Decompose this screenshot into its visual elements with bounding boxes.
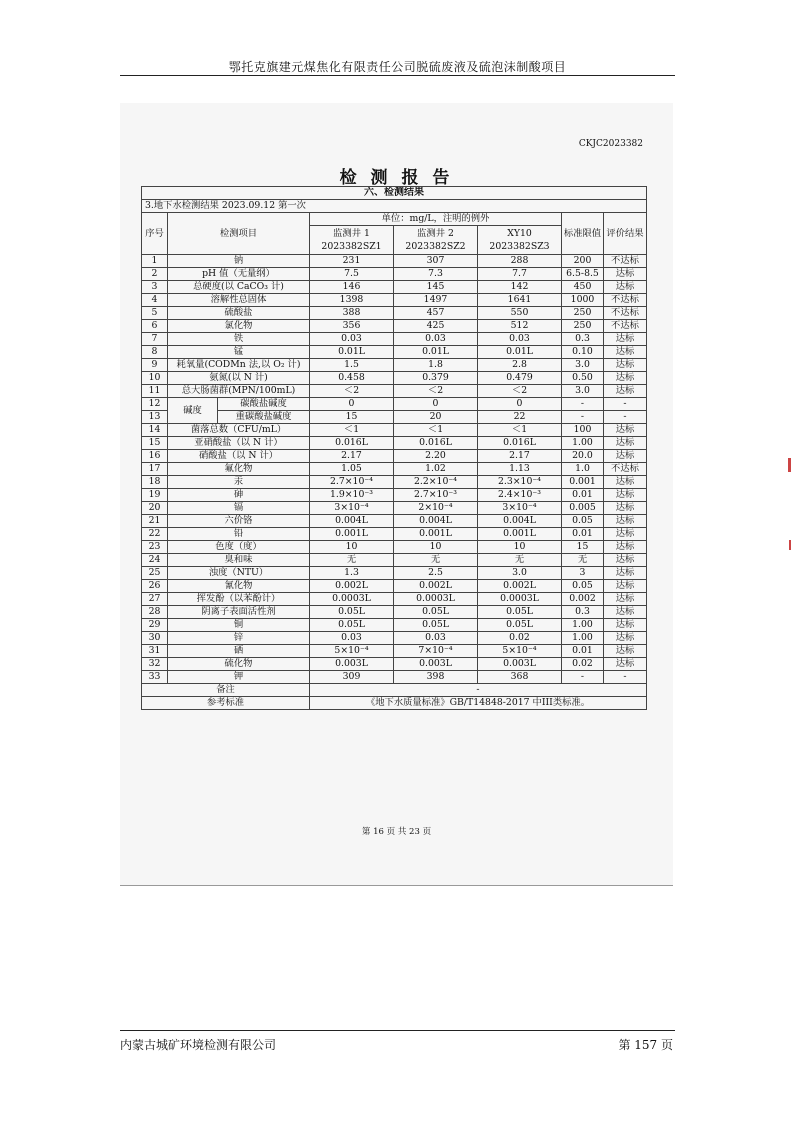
row-number: 14 [142, 424, 168, 437]
row-value-sample-2: 0 [394, 398, 478, 411]
row-value-sample-3: 512 [478, 320, 562, 333]
row-limit: - [562, 411, 604, 424]
row-eval: 达标 [604, 333, 647, 346]
row-value-sample-3: 10 [478, 541, 562, 554]
row-value-sample-1: 0.03 [310, 632, 394, 645]
table-row [142, 411, 647, 424]
row-value-sample-2: 1.02 [394, 463, 478, 476]
row-value-sample-1: 10 [310, 541, 394, 554]
row-value-sample-1: 0.004L [310, 515, 394, 528]
row-eval: 达标 [604, 515, 647, 528]
row-eval: 不达标 [604, 463, 647, 476]
row-value-sample-2: 0.05L [394, 619, 478, 632]
sample-3-name: XY10 [507, 228, 532, 239]
table-row [142, 359, 647, 372]
row-value-sample-3: 2.17 [478, 450, 562, 463]
row-value-sample-3: 0.002L [478, 580, 562, 593]
row-value-sample-3: 0.0003L [478, 593, 562, 606]
row-limit: 0.05 [562, 515, 604, 528]
remark-label: 备注 [142, 684, 310, 697]
row-value-sample-2: 7×10⁻⁴ [394, 645, 478, 658]
row-number: 20 [142, 502, 168, 515]
row-eval: 达标 [604, 437, 647, 450]
row-value-sample-1: 0.05L [310, 606, 394, 619]
row-value-sample-3: 0.004L [478, 515, 562, 528]
scan-edge-mark [789, 540, 791, 550]
row-value-sample-3: 550 [478, 307, 562, 320]
row-limit: 3 [562, 567, 604, 580]
remark-row [142, 684, 647, 697]
row-limit: 0.01 [562, 645, 604, 658]
row-limit: 0.002 [562, 593, 604, 606]
row-value-sample-1: 15 [310, 411, 394, 424]
sample-1-code: 2023382SZ1 [321, 241, 382, 252]
row-item: 氯化物 [168, 320, 310, 333]
row-value-sample-2: 0.03 [394, 333, 478, 346]
sub-title: 3.地下水检测结果 2023.09.12 第一次 [142, 200, 647, 213]
row-value-sample-3: 288 [478, 255, 562, 268]
row-value-sample-3: 0.001L [478, 528, 562, 541]
table-row [142, 424, 647, 437]
table-row [142, 333, 647, 346]
row-number: 1 [142, 255, 168, 268]
row-number: 23 [142, 541, 168, 554]
row-value-sample-2: 0.379 [394, 372, 478, 385]
row-value-sample-2: 10 [394, 541, 478, 554]
reference-row [142, 697, 647, 710]
row-value-sample-2: 20 [394, 411, 478, 424]
row-item: 氟化物 [168, 463, 310, 476]
sample-2-code: 2023382SZ2 [405, 241, 466, 252]
row-value-sample-1: 1.3 [310, 567, 394, 580]
row-number: 12 [142, 398, 168, 411]
row-value-sample-3: 5×10⁻⁴ [478, 645, 562, 658]
table-row [142, 515, 647, 528]
row-value-sample-1: 1398 [310, 294, 394, 307]
row-value-sample-2: 425 [394, 320, 478, 333]
row-value-sample-1: 231 [310, 255, 394, 268]
row-limit: 0.50 [562, 372, 604, 385]
row-item: 硫化物 [168, 658, 310, 671]
row-eval: 达标 [604, 619, 647, 632]
row-item: 氰化物 [168, 580, 310, 593]
row-value-sample-1: 1.05 [310, 463, 394, 476]
scanned-report-page [120, 103, 673, 886]
row-eval: 达标 [604, 450, 647, 463]
row-value-sample-2: 0.004L [394, 515, 478, 528]
row-limit: 0.001 [562, 476, 604, 489]
row-limit: 200 [562, 255, 604, 268]
reference-label: 参考标准 [142, 697, 310, 710]
row-value-sample-2: 7.3 [394, 268, 478, 281]
row-value-sample-1: 0.016L [310, 437, 394, 450]
table-row [142, 528, 647, 541]
table-row [142, 281, 647, 294]
row-value-sample-1: 0.001L [310, 528, 394, 541]
table-row [142, 658, 647, 671]
row-value-sample-2: 307 [394, 255, 478, 268]
row-value-sample-2: 0.003L [394, 658, 478, 671]
row-eval: 达标 [604, 346, 647, 359]
row-limit: 1.00 [562, 632, 604, 645]
row-value-sample-1: 0.002L [310, 580, 394, 593]
row-value-sample-2: 1497 [394, 294, 478, 307]
row-value-sample-3: 22 [478, 411, 562, 424]
row-eval: 达标 [604, 658, 647, 671]
row-number: 3 [142, 281, 168, 294]
row-item: 锰 [168, 346, 310, 359]
header-sample-3 [478, 226, 562, 255]
row-value-sample-3: 0.05L [478, 606, 562, 619]
row-number: 5 [142, 307, 168, 320]
row-item: 硫酸盐 [168, 307, 310, 320]
row-value-sample-1: 0 [310, 398, 394, 411]
row-value-sample-2: 0.016L [394, 437, 478, 450]
row-value-sample-1: 5×10⁻⁴ [310, 645, 394, 658]
row-value-sample-1: 0.0003L [310, 593, 394, 606]
row-value-sample-1: 0.003L [310, 658, 394, 671]
row-value-sample-2: ＜1 [394, 424, 478, 437]
row-limit: 0.10 [562, 346, 604, 359]
table-row [142, 476, 647, 489]
row-number: 7 [142, 333, 168, 346]
row-value-sample-3: 3×10⁻⁴ [478, 502, 562, 515]
row-limit: 1000 [562, 294, 604, 307]
row-number: 9 [142, 359, 168, 372]
report-code: CKJC2023382 [578, 139, 643, 149]
header-unit-note: 单位：mg/L，注明的例外 [310, 213, 562, 226]
table-row [142, 554, 647, 567]
row-value-sample-2: 2×10⁻⁴ [394, 502, 478, 515]
row-limit: 100 [562, 424, 604, 437]
row-item: 浊度（NTU） [168, 567, 310, 580]
row-eval: - [604, 398, 647, 411]
alkalinity-group-label: 碱度 [168, 398, 218, 424]
row-value-sample-3: 0.479 [478, 372, 562, 385]
footer-company: 内蒙古城矿环境检测有限公司 [120, 1038, 277, 1052]
row-number: 13 [142, 411, 168, 424]
row-value-sample-3: 0.003L [478, 658, 562, 671]
row-value-sample-3: 0.016L [478, 437, 562, 450]
row-eval: - [604, 671, 647, 684]
row-limit: 1.00 [562, 619, 604, 632]
row-item: 菌落总数（CFU/mL） [168, 424, 310, 437]
row-item: 六价铬 [168, 515, 310, 528]
row-value-sample-3: 0 [478, 398, 562, 411]
table-row [142, 437, 647, 450]
row-number: 11 [142, 385, 168, 398]
row-item: 镉 [168, 502, 310, 515]
row-number: 22 [142, 528, 168, 541]
row-value-sample-1: 2.17 [310, 450, 394, 463]
row-value-sample-3: 0.02 [478, 632, 562, 645]
row-value-sample-3: ＜2 [478, 385, 562, 398]
row-eval: 不达标 [604, 307, 647, 320]
row-value-sample-1: 无 [310, 554, 394, 567]
row-value-sample-3: 1641 [478, 294, 562, 307]
remark-value: - [310, 684, 647, 697]
row-eval: 达标 [604, 476, 647, 489]
footer-page-number: 第 157 页 [618, 1038, 673, 1052]
table-row [142, 502, 647, 515]
sample-1-name: 监测井 1 [333, 228, 370, 239]
row-item: 氨氮(以 N 计) [168, 372, 310, 385]
row-eval: 达标 [604, 645, 647, 658]
row-limit: 15 [562, 541, 604, 554]
table-row [142, 593, 647, 606]
table-row [142, 606, 647, 619]
row-value-sample-3: 1.13 [478, 463, 562, 476]
row-value-sample-2: 0.05L [394, 606, 478, 619]
row-number: 21 [142, 515, 168, 528]
row-value-sample-3: 0.05L [478, 619, 562, 632]
row-eval: - [604, 411, 647, 424]
row-number: 26 [142, 580, 168, 593]
row-number: 8 [142, 346, 168, 359]
row-eval: 达标 [604, 528, 647, 541]
row-item: 硝酸盐（以 N 计） [168, 450, 310, 463]
row-eval: 达标 [604, 606, 647, 619]
row-eval: 达标 [604, 567, 647, 580]
row-limit: 6.5-8.5 [562, 268, 604, 281]
row-number: 33 [142, 671, 168, 684]
row-value-sample-3: 无 [478, 554, 562, 567]
row-value-sample-2: 2.20 [394, 450, 478, 463]
row-value-sample-1: ＜1 [310, 424, 394, 437]
inner-page-number: 第 16 页 共 23 页 [361, 827, 432, 837]
row-number: 25 [142, 567, 168, 580]
row-eval: 达标 [604, 502, 647, 515]
row-item: 色度（度） [168, 541, 310, 554]
row-number: 18 [142, 476, 168, 489]
row-eval: 达标 [604, 580, 647, 593]
row-item: 硒 [168, 645, 310, 658]
table-row [142, 385, 647, 398]
row-eval: 达标 [604, 372, 647, 385]
page-header: 鄂托克旗建元煤焦化有限责任公司脱硫废液及硫泡沫制酸项目 [228, 60, 567, 74]
row-limit: 0.005 [562, 502, 604, 515]
row-value-sample-2: 0.001L [394, 528, 478, 541]
row-number: 29 [142, 619, 168, 632]
table-row [142, 307, 647, 320]
row-item: 总硬度(以 CaCO₃ 计) [168, 281, 310, 294]
row-value-sample-3: 0.01L [478, 346, 562, 359]
row-value-sample-1: 0.03 [310, 333, 394, 346]
row-limit: 250 [562, 307, 604, 320]
header-item: 检测项目 [168, 213, 310, 255]
row-eval: 达标 [604, 424, 647, 437]
row-item: 耗氧量(CODMn 法,以 O₂ 计) [168, 359, 310, 372]
row-value-sample-3: 0.03 [478, 333, 562, 346]
header-eval: 评价结果 [604, 213, 647, 255]
row-limit: - [562, 671, 604, 684]
row-number: 15 [142, 437, 168, 450]
row-value-sample-3: 368 [478, 671, 562, 684]
row-number: 2 [142, 268, 168, 281]
report-title: 检 测 报 告 [339, 168, 454, 188]
row-value-sample-1: 2.7×10⁻⁴ [310, 476, 394, 489]
row-item: 亚硝酸盐（以 N 计） [168, 437, 310, 450]
row-eval: 达标 [604, 281, 647, 294]
row-eval: 达标 [604, 268, 647, 281]
row-value-sample-2: 2.5 [394, 567, 478, 580]
row-value-sample-2: 398 [394, 671, 478, 684]
table-row [142, 671, 647, 684]
row-number: 27 [142, 593, 168, 606]
section-title: 六、检测结果 [142, 187, 647, 200]
row-item: 钾 [168, 671, 310, 684]
row-limit: 1.0 [562, 463, 604, 476]
row-limit: 0.3 [562, 606, 604, 619]
row-item: 挥发酚（以苯酚计） [168, 593, 310, 606]
row-eval: 不达标 [604, 320, 647, 333]
row-value-sample-3: 3.0 [478, 567, 562, 580]
row-eval: 不达标 [604, 255, 647, 268]
table-row [142, 294, 647, 307]
header-sample-1 [310, 226, 394, 255]
header-sample-2 [394, 226, 478, 255]
row-eval: 达标 [604, 489, 647, 502]
table-row [142, 268, 647, 281]
header-divider [120, 75, 675, 76]
footer-divider [120, 1030, 675, 1031]
row-number: 16 [142, 450, 168, 463]
sample-3-code: 2023382SZ3 [489, 241, 550, 252]
row-value-sample-1: 309 [310, 671, 394, 684]
row-value-sample-1: ＜2 [310, 385, 394, 398]
row-value-sample-2: 0.002L [394, 580, 478, 593]
table-row [142, 346, 647, 359]
table-row [142, 255, 647, 268]
row-value-sample-3: 2.3×10⁻⁴ [478, 476, 562, 489]
reference-value: 《地下水质量标准》GB/T14848-2017 中III类标准。 [310, 697, 647, 710]
row-number: 19 [142, 489, 168, 502]
row-limit: 无 [562, 554, 604, 567]
row-limit: 0.01 [562, 528, 604, 541]
row-item: 臭和味 [168, 554, 310, 567]
row-value-sample-1: 1.5 [310, 359, 394, 372]
row-number: 28 [142, 606, 168, 619]
row-limit: 3.0 [562, 385, 604, 398]
row-item: 重碳酸盐碱度 [218, 411, 310, 424]
row-eval: 达标 [604, 593, 647, 606]
row-value-sample-2: 457 [394, 307, 478, 320]
row-item: 汞 [168, 476, 310, 489]
row-number: 4 [142, 294, 168, 307]
row-item: 总大肠菌群(MPN/100mL) [168, 385, 310, 398]
row-value-sample-1: 0.01L [310, 346, 394, 359]
row-value-sample-2: 0.03 [394, 632, 478, 645]
row-number: 32 [142, 658, 168, 671]
row-value-sample-1: 146 [310, 281, 394, 294]
header-limit: 标准限值 [562, 213, 604, 255]
row-limit: 20.0 [562, 450, 604, 463]
row-value-sample-1: 0.05L [310, 619, 394, 632]
table-row [142, 541, 647, 554]
table-row [142, 580, 647, 593]
table-row [142, 372, 647, 385]
table-row [142, 463, 647, 476]
table-row [142, 632, 647, 645]
row-item: 铅 [168, 528, 310, 541]
row-item: 铜 [168, 619, 310, 632]
row-number: 30 [142, 632, 168, 645]
row-item: 钠 [168, 255, 310, 268]
row-limit: 3.0 [562, 359, 604, 372]
row-limit: 450 [562, 281, 604, 294]
row-number: 10 [142, 372, 168, 385]
row-value-sample-2: 1.8 [394, 359, 478, 372]
row-eval: 达标 [604, 359, 647, 372]
row-limit: 0.05 [562, 580, 604, 593]
row-number: 31 [142, 645, 168, 658]
row-value-sample-3: ＜1 [478, 424, 562, 437]
header-seq: 序号 [142, 213, 168, 255]
scan-edge-mark [788, 458, 791, 472]
row-eval: 达标 [604, 632, 647, 645]
row-value-sample-2: 145 [394, 281, 478, 294]
row-number: 17 [142, 463, 168, 476]
row-limit: 0.3 [562, 333, 604, 346]
row-limit: 0.01 [562, 489, 604, 502]
row-value-sample-2: 2.7×10⁻³ [394, 489, 478, 502]
row-value-sample-3: 7.7 [478, 268, 562, 281]
row-value-sample-3: 2.8 [478, 359, 562, 372]
row-limit: - [562, 398, 604, 411]
row-value-sample-1: 1.9×10⁻³ [310, 489, 394, 502]
row-item: 阴离子表面活性剂 [168, 606, 310, 619]
table-row [142, 645, 647, 658]
row-eval: 达标 [604, 541, 647, 554]
row-value-sample-1: 3×10⁻⁴ [310, 502, 394, 515]
table-row [142, 567, 647, 580]
row-number: 6 [142, 320, 168, 333]
row-value-sample-1: 7.5 [310, 268, 394, 281]
results-table [141, 186, 647, 710]
row-value-sample-2: 无 [394, 554, 478, 567]
row-limit: 0.02 [562, 658, 604, 671]
row-value-sample-2: 0.0003L [394, 593, 478, 606]
table-row [142, 619, 647, 632]
table-row [142, 320, 647, 333]
row-item: 铁 [168, 333, 310, 346]
row-number: 24 [142, 554, 168, 567]
row-item: 锌 [168, 632, 310, 645]
table-row [142, 398, 647, 411]
row-value-sample-1: 388 [310, 307, 394, 320]
row-value-sample-2: ＜2 [394, 385, 478, 398]
row-eval: 不达标 [604, 294, 647, 307]
row-eval: 达标 [604, 554, 647, 567]
table-row [142, 450, 647, 463]
row-item: 碳酸盐碱度 [218, 398, 310, 411]
row-value-sample-3: 142 [478, 281, 562, 294]
row-value-sample-1: 0.458 [310, 372, 394, 385]
row-item: 溶解性总固体 [168, 294, 310, 307]
table-row [142, 489, 647, 502]
row-value-sample-3: 2.4×10⁻³ [478, 489, 562, 502]
row-item: 砷 [168, 489, 310, 502]
row-eval: 达标 [604, 385, 647, 398]
row-item: pH 值（无量纲） [168, 268, 310, 281]
row-value-sample-2: 2.2×10⁻⁴ [394, 476, 478, 489]
row-limit: 250 [562, 320, 604, 333]
row-value-sample-2: 0.01L [394, 346, 478, 359]
sample-2-name: 监测井 2 [417, 228, 454, 239]
row-value-sample-1: 356 [310, 320, 394, 333]
row-limit: 1.00 [562, 437, 604, 450]
